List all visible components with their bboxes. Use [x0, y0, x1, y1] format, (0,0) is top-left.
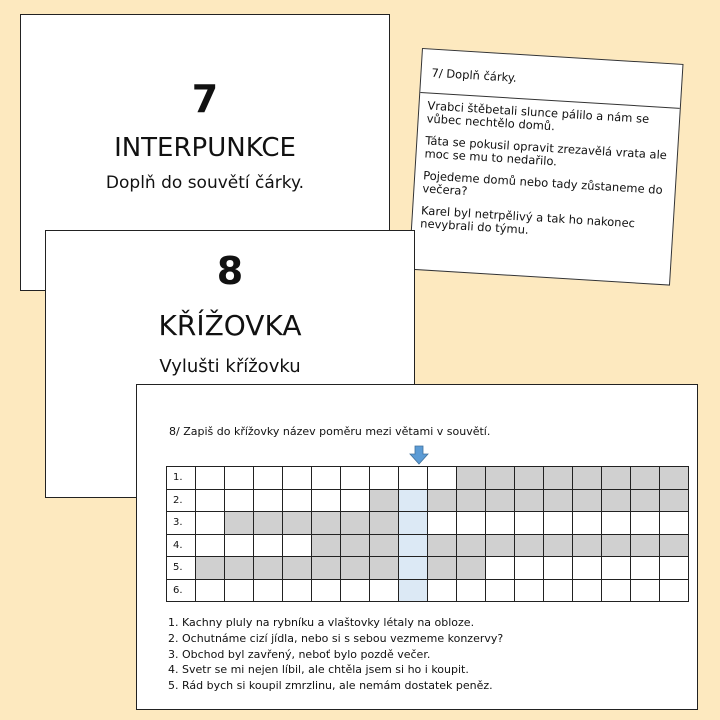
shaded-cell[interactable] — [254, 512, 283, 535]
empty-cell[interactable] — [602, 512, 631, 535]
empty-cell[interactable] — [573, 557, 602, 580]
row-label: 6. — [167, 579, 196, 602]
empty-cell[interactable] — [660, 512, 689, 535]
empty-cell[interactable] — [515, 579, 544, 602]
empty-cell[interactable] — [312, 467, 341, 490]
empty-cell[interactable] — [428, 579, 457, 602]
crossword-grid — [166, 466, 689, 602]
shaded-cell[interactable] — [254, 557, 283, 580]
shaded-cell[interactable] — [515, 534, 544, 557]
clue: 4. Svetr se mi nejen líbil, ale chtěla jsem si ho i koupit. — [168, 663, 469, 677]
empty-cell[interactable] — [283, 534, 312, 557]
card-subtitle: Doplň do souvětí čárky. — [105, 173, 305, 193]
shaded-cell[interactable] — [631, 489, 660, 512]
key-column-cell[interactable] — [399, 579, 428, 602]
empty-cell[interactable] — [602, 579, 631, 602]
shaded-cell[interactable] — [428, 489, 457, 512]
shaded-cell[interactable] — [196, 557, 225, 580]
row-label: 3. — [167, 512, 196, 535]
shaded-cell[interactable] — [544, 534, 573, 557]
row-label: 5. — [167, 557, 196, 580]
shaded-cell[interactable] — [370, 489, 399, 512]
shaded-cell[interactable] — [573, 534, 602, 557]
shaded-cell[interactable] — [428, 534, 457, 557]
shaded-cell[interactable] — [544, 489, 573, 512]
empty-cell[interactable] — [573, 579, 602, 602]
empty-cell[interactable] — [399, 467, 428, 490]
crossword-row — [167, 489, 689, 512]
shaded-cell[interactable] — [486, 467, 515, 490]
empty-cell[interactable] — [486, 557, 515, 580]
empty-cell[interactable] — [341, 579, 370, 602]
key-column-cell[interactable] — [399, 557, 428, 580]
sentence: Vrabci štěbetali slunce pálilo a nám se vůbec nechtělo domů. — [426, 98, 650, 134]
card-title: KŘÍŽOVKA — [158, 309, 302, 342]
shaded-cell[interactable] — [457, 467, 486, 490]
empty-cell[interactable] — [544, 512, 573, 535]
card-number: 8 — [216, 249, 244, 293]
row-label: 2. — [167, 489, 196, 512]
clue: 1. Kachny pluly na rybníku a vlaštovky létaly na obloze. — [168, 616, 475, 629]
empty-cell[interactable] — [312, 489, 341, 512]
crossword-instruction: 8/ Zapiš do křížovky název poměru mezi větami v souvětí. — [169, 425, 491, 438]
shaded-cell[interactable] — [312, 512, 341, 535]
empty-cell[interactable] — [254, 579, 283, 602]
shaded-cell[interactable] — [515, 489, 544, 512]
shaded-cell[interactable] — [602, 534, 631, 557]
empty-cell[interactable] — [515, 512, 544, 535]
row-label: 4. — [167, 534, 196, 557]
arrow-down-icon — [409, 445, 429, 465]
key-column-cell[interactable] — [399, 489, 428, 512]
clue-list — [168, 615, 503, 694]
empty-cell[interactable] — [225, 467, 254, 490]
worksheet-body — [412, 93, 680, 246]
empty-cell[interactable] — [573, 512, 602, 535]
shaded-cell[interactable] — [631, 534, 660, 557]
key-column-cell[interactable] — [399, 512, 428, 535]
crossword-row — [167, 512, 689, 535]
empty-cell[interactable] — [631, 512, 660, 535]
shaded-cell[interactable] — [573, 467, 602, 490]
empty-cell[interactable] — [196, 489, 225, 512]
empty-cell[interactable] — [544, 579, 573, 602]
crossword-row — [167, 467, 689, 490]
shaded-cell[interactable] — [370, 512, 399, 535]
empty-cell[interactable] — [196, 579, 225, 602]
empty-cell[interactable] — [457, 579, 486, 602]
empty-cell[interactable] — [370, 467, 399, 490]
card-number: 7 — [191, 77, 219, 121]
empty-cell[interactable] — [631, 579, 660, 602]
empty-cell[interactable] — [254, 467, 283, 490]
shaded-cell[interactable] — [370, 557, 399, 580]
empty-cell[interactable] — [428, 512, 457, 535]
shaded-cell[interactable] — [341, 557, 370, 580]
crossword-row — [167, 579, 689, 602]
clue: 5. Rád bych si koupil zmrzlinu, ale nemám dostatek peněz. — [168, 679, 493, 693]
empty-cell[interactable] — [660, 579, 689, 602]
shaded-cell[interactable] — [428, 557, 457, 580]
shaded-cell[interactable] — [573, 489, 602, 512]
empty-cell[interactable] — [283, 579, 312, 602]
shaded-cell[interactable] — [660, 534, 689, 557]
sentence: Táta se pokusil opravit zrezavělá vrata ale moc se mu to nedařilo. — [424, 133, 668, 169]
sentence: Karel byl netrpělivý a tak ho nakonec nevybrali do týmu. — [419, 203, 636, 237]
crossword-row — [167, 534, 689, 557]
clue: 3. Obchod byl zavřený, neboť bylo pozdě večer. — [168, 647, 431, 661]
empty-cell[interactable] — [486, 512, 515, 535]
empty-cell[interactable] — [370, 579, 399, 602]
key-column-cell[interactable] — [399, 534, 428, 557]
shaded-cell[interactable] — [457, 534, 486, 557]
empty-cell[interactable] — [254, 534, 283, 557]
shaded-cell[interactable] — [225, 512, 254, 535]
shaded-cell[interactable] — [660, 467, 689, 490]
shaded-cell[interactable] — [283, 512, 312, 535]
shaded-cell[interactable] — [515, 467, 544, 490]
worksheet-7 — [408, 48, 683, 286]
shaded-cell[interactable] — [283, 557, 312, 580]
empty-cell[interactable] — [341, 489, 370, 512]
shaded-cell[interactable] — [544, 467, 573, 490]
shaded-cell[interactable] — [631, 467, 660, 490]
empty-cell[interactable] — [196, 467, 225, 490]
sentence: Pojedeme domů nebo tady zůstaneme do večera? — [422, 168, 664, 199]
shaded-cell[interactable] — [602, 489, 631, 512]
crossword-row — [167, 557, 689, 580]
empty-cell[interactable] — [457, 512, 486, 535]
shaded-cell[interactable] — [370, 534, 399, 557]
empty-cell[interactable] — [196, 534, 225, 557]
empty-cell[interactable] — [225, 534, 254, 557]
empty-cell[interactable] — [544, 557, 573, 580]
card-subtitle: Vylušti křížovku — [159, 356, 301, 377]
shaded-cell[interactable] — [225, 557, 254, 580]
empty-cell[interactable] — [660, 557, 689, 580]
shaded-cell[interactable] — [312, 557, 341, 580]
shaded-cell[interactable] — [486, 489, 515, 512]
empty-cell[interactable] — [254, 489, 283, 512]
empty-cell[interactable] — [225, 489, 254, 512]
empty-cell[interactable] — [515, 557, 544, 580]
empty-cell[interactable] — [283, 489, 312, 512]
empty-cell[interactable] — [196, 512, 225, 535]
shaded-cell[interactable] — [660, 489, 689, 512]
empty-cell[interactable] — [341, 467, 370, 490]
worksheet-header: 7/ Doplň čárky. — [420, 49, 682, 109]
shaded-cell[interactable] — [341, 534, 370, 557]
empty-cell[interactable] — [225, 579, 254, 602]
empty-cell[interactable] — [602, 557, 631, 580]
empty-cell[interactable] — [428, 467, 457, 490]
card-title: INTERPUNKCE — [114, 133, 296, 163]
empty-cell[interactable] — [631, 557, 660, 580]
clue: 2. Ochutnáme cizí jídla, nebo si s sebou vezmeme konzervy? — [168, 631, 504, 645]
shaded-cell[interactable] — [457, 557, 486, 580]
shaded-cell[interactable] — [602, 467, 631, 490]
empty-cell[interactable] — [312, 579, 341, 602]
empty-cell[interactable] — [486, 579, 515, 602]
shaded-cell[interactable] — [341, 512, 370, 535]
shaded-cell[interactable] — [312, 534, 341, 557]
row-label: 1. — [167, 467, 196, 490]
shaded-cell[interactable] — [486, 534, 515, 557]
shaded-cell[interactable] — [457, 489, 486, 512]
empty-cell[interactable] — [283, 467, 312, 490]
crossword-sheet — [136, 384, 698, 710]
